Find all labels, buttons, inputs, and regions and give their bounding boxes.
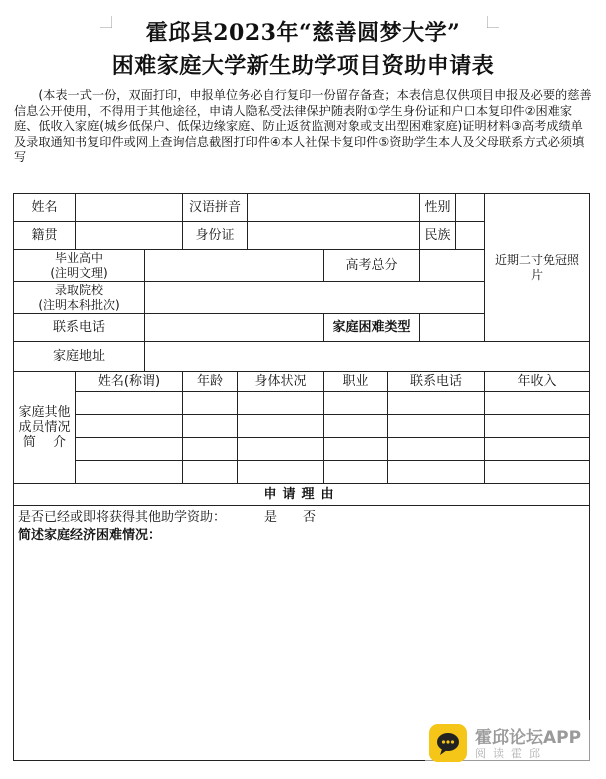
- high-school-label-line1: 毕业高中: [54, 250, 103, 265]
- gender-label: 性别: [420, 194, 456, 222]
- family-members-label-line1: 家庭其他: [18, 405, 71, 420]
- family-row: [14, 461, 590, 484]
- id-card-label: 身份证: [183, 222, 248, 250]
- family-members-label-line2: 成员情况: [18, 420, 71, 435]
- pinyin-field[interactable]: [248, 194, 420, 222]
- name-label: 姓名: [14, 194, 76, 222]
- gaokao-score-field[interactable]: [420, 250, 485, 282]
- form-instructions: (本表一式一份，双面打印，申报单位务必自行复印一份留存备查；本表信息仅供项目申报及必要的慈善信息公开使用，不得用于其他途径，申请人隐私受法律保护随表附①学生身份证和户口本复印件②困难家庭、低收入家庭(城乡低保户、低保边缘家庭、防止返贫监测对象或支出型困难家庭)证明材料③高考成绩单及录取通知书复印件或网上查询信息截图打印件④本人社保卡复印件⑤资助学生本人及父母联系方式必须填写: [14, 88, 592, 165]
- address-field[interactable]: [145, 342, 590, 372]
- family-cell[interactable]: [238, 392, 324, 415]
- admitted-school-label-line2: (注明本科批次): [38, 297, 120, 312]
- family-cell[interactable]: [183, 392, 238, 415]
- reason-section-title: 申请理由: [14, 484, 590, 506]
- family-cell[interactable]: [485, 392, 590, 415]
- gaokao-score-label: 高考总分: [324, 250, 420, 282]
- address-label: 家庭地址: [14, 342, 145, 372]
- hardship-description-label: 简述家庭经济困难情况：: [18, 528, 162, 543]
- ethnicity-field[interactable]: [456, 222, 485, 250]
- family-cell[interactable]: [76, 461, 183, 484]
- family-row: [14, 392, 590, 415]
- high-school-label: [14, 250, 145, 282]
- phone-label: 联系电话: [14, 314, 145, 342]
- family-cell[interactable]: [324, 392, 388, 415]
- family-cell[interactable]: [76, 438, 183, 461]
- phone-field[interactable]: [145, 314, 324, 342]
- admitted-school-label-line1: 录取院校: [54, 282, 103, 297]
- family-row: [14, 438, 590, 461]
- admitted-school-field[interactable]: [145, 282, 485, 314]
- other-aid-no-option[interactable]: 否: [303, 510, 317, 525]
- pinyin-label: 汉语拼音: [183, 194, 248, 222]
- other-aid-line: [18, 510, 589, 525]
- family-cell[interactable]: [238, 438, 324, 461]
- admitted-school-label: [14, 282, 145, 314]
- family-cell[interactable]: [238, 461, 324, 484]
- family-row: [14, 415, 590, 438]
- family-cell[interactable]: [485, 461, 590, 484]
- family-members-label-line3: 简 介: [22, 435, 67, 450]
- family-cell[interactable]: [324, 415, 388, 438]
- hardship-type-label: 家庭困难类型: [324, 314, 420, 342]
- other-aid-question: 是否已经或即将获得其他助学资助：: [18, 510, 227, 525]
- family-col-age: 年龄: [183, 372, 238, 392]
- name-field[interactable]: [76, 194, 183, 222]
- application-form-table: [13, 193, 590, 761]
- family-cell[interactable]: [76, 392, 183, 415]
- high-school-label-line2: (注明文理): [50, 265, 108, 280]
- native-place-field[interactable]: [76, 222, 183, 250]
- family-col-income: 年收入: [485, 372, 590, 392]
- family-col-name: 姓名(称谓): [76, 372, 183, 392]
- family-cell[interactable]: [388, 438, 485, 461]
- chat-bubble-icon: [429, 724, 467, 762]
- family-cell[interactable]: [388, 461, 485, 484]
- family-col-phone: 联系电话: [388, 372, 485, 392]
- family-cell[interactable]: [388, 392, 485, 415]
- native-place-label: 籍贯: [14, 222, 76, 250]
- family-cell[interactable]: [324, 438, 388, 461]
- family-cell[interactable]: [485, 438, 590, 461]
- hardship-type-field[interactable]: [420, 314, 485, 342]
- family-cell[interactable]: [183, 438, 238, 461]
- watermark-text: 霍邱论坛APP: [475, 728, 582, 748]
- family-members-label: [14, 372, 76, 484]
- family-cell[interactable]: [485, 415, 590, 438]
- forum-app-watermark: [425, 720, 597, 766]
- photo-box[interactable]: 近期二寸免冠照片: [485, 194, 590, 342]
- form-title-line1: 霍邱县2023年“慈善圆梦大学”: [145, 20, 461, 46]
- family-cell[interactable]: [388, 415, 485, 438]
- gender-field[interactable]: [456, 194, 485, 222]
- family-col-occupation: 职业: [324, 372, 388, 392]
- watermark-subtext: 阅读霍邱: [475, 747, 547, 760]
- family-cell[interactable]: [183, 461, 238, 484]
- id-card-field[interactable]: [248, 222, 420, 250]
- other-aid-yes-option[interactable]: 是: [264, 510, 278, 525]
- family-cell[interactable]: [324, 461, 388, 484]
- ethnicity-label: 民族: [420, 222, 456, 250]
- family-cell[interactable]: [238, 415, 324, 438]
- family-cell[interactable]: [183, 415, 238, 438]
- forum-app-logo: [429, 724, 467, 762]
- family-cell[interactable]: [76, 415, 183, 438]
- high-school-field[interactable]: [145, 250, 324, 282]
- family-col-health: 身体状况: [238, 372, 324, 392]
- form-title-line2: 困难家庭大学新生助学项目资助申请表: [111, 53, 495, 79]
